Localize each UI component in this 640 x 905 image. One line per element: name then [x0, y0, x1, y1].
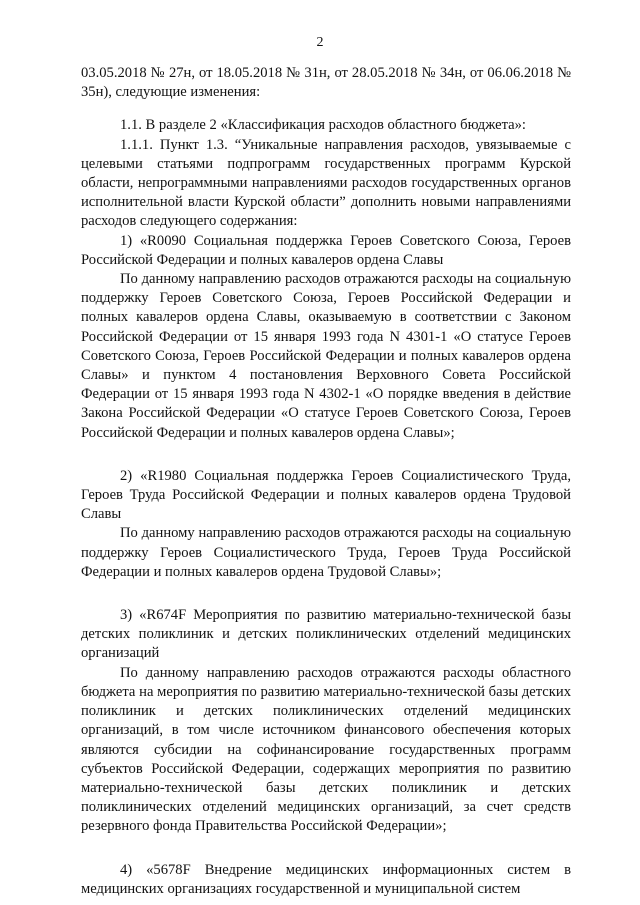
paragraph-item-4-heading: 4) «5678F Внедрение медицинских информационных систем в медицинских организациях государственной и муниципальной систем	[81, 861, 571, 897]
paragraph-item-2-body: По данному направлению расходов отражаются расходы на социальную поддержку Героев Социалистического Труда, Героев Труда Российской Федерации и полных кавалеров ордена Трудовой Славы»;	[81, 525, 571, 580]
paragraph-item-1-heading: 1) «R0090 Социальная поддержка Героев Советского Союза, Героев Российской Федерации и полных кавалеров ордена Славы	[81, 232, 571, 268]
paragraph-item-2-heading: 2) «R1980 Социальная поддержка Героев Социалистического Труда, Героев Труда Российской Федерации и полных кавалеров ордена Трудовой Славы	[81, 467, 571, 523]
paragraph-section-1-1: 1.1. В разделе 2 «Классификация расходов областного бюджета»:	[120, 117, 526, 134]
page-number: 2	[316, 35, 324, 50]
paragraph-item-1-body: По данному направлению расходов отражаются расходы на социальную поддержку Героев Советского Союза, Героев Российской Федерации и полных кавалеров ордена Славы, оказываемую в соответствии с Законом Российской Федерации от 15 января 1993 года N 4301-1 «О статусе Героев Советского Союза, Героев Российской Федерации и полных кавалеров ордена Славы» и пунктом 4 постановления Верховного Совета Российской Федерации от 15 января 1993 года N 4302-1 «О порядке введения в действие Закона Российской Федерации «О статусе Героев Советского Союза, Героев Российской Федерации и полных кавалеров ордена Славы»;	[81, 271, 571, 441]
paragraph-item-3-heading: 3) «R674F Мероприятия по развитию материально-технической базы детских поликлиник и детских поликлинических отделений медицинских организаций	[81, 607, 571, 662]
paragraph-item-3-body: По данному направлению расходов отражаются расходы областного бюджета на мероприятия по развитию материально-технической базы детских поликлиник и детских поликлинических отделений медицинских организаций, в том числе источником финансового обеспечения которых являются субсидии на софинансирование государственных программ субъектов Российской Федерации, содержащих мероприятия по развитию материально-технической базы детских поликлиник и детских поликлинических отделений медицинских организаций, за счет средств резервного фонда Правительства Российской Федерации»;	[81, 664, 571, 835]
document-body	[81, 64, 571, 899]
paragraph-section-1-1-1: 1.1.1. Пункт 1.3. “Уникальные направления расходов, увязываемые с целевыми статьями подпрограмм государственных программ Курской области, непрограммными направлениями расходов государственных органов исполнительной власти Курской области” дополнить новыми направлениями расходов следующего содержания:	[81, 136, 571, 230]
paragraph-intro: 03.05.2018 № 27н, от 18.05.2018 № 31н, от 28.05.2018 № 34н, от 06.06.2018 № 35н), следующие изменения:	[81, 65, 571, 101]
